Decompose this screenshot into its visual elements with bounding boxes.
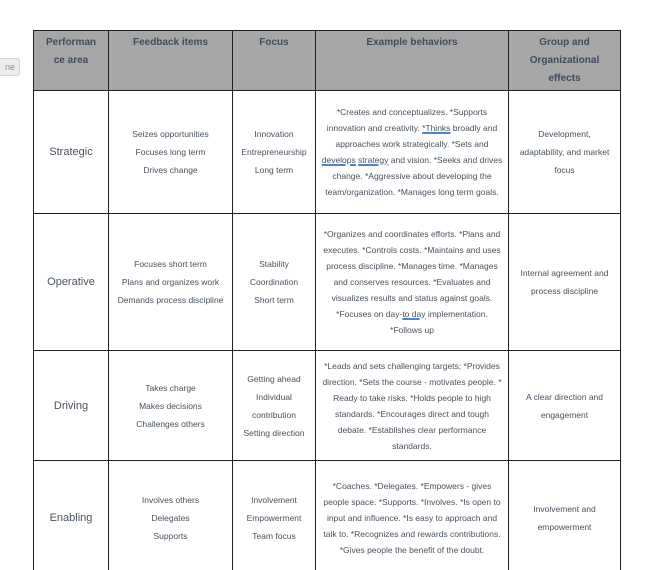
column-header: Feedback items (109, 31, 233, 91)
table-row (34, 351, 621, 461)
column-header: Focus (233, 31, 316, 91)
feedback-items-cell (109, 461, 233, 570)
table-body (34, 91, 621, 570)
example-behaviors-cell (316, 214, 509, 351)
feedback-item: Takes charge (145, 382, 196, 393)
focus-item: Long term (254, 165, 294, 175)
column-header: Performance area (34, 31, 109, 91)
performance-area-cell: Strategic (34, 91, 109, 214)
behavior-text: *Organizes and coordinates efforts. *Plans and executes. *Controls costs. *Maintains and uses process discipline. *Manages time. *Manages and conserves resources. *Evaluates and visualizes results and status against goals. *Focuses on day- (323, 229, 501, 319)
feedback-items-cell (109, 91, 233, 214)
example-behaviors-cell (316, 461, 509, 570)
grammar-underlined-text: to day (402, 309, 426, 319)
column-header: Group and Organizational effects (509, 31, 621, 91)
group-effects-cell: Development, adaptability, and market focus (509, 91, 621, 214)
focus-cell (233, 461, 316, 570)
feedback-item: Makes decisions (139, 400, 202, 411)
feedback-items-cell (109, 214, 233, 351)
focus-cell (233, 91, 316, 214)
example-behaviors-cell (316, 351, 509, 461)
feedback-item: Focuses long term (135, 147, 206, 157)
truncated-side-chip[interactable]: ne (0, 58, 20, 76)
feedback-item: Involves others (141, 495, 200, 505)
table-row (34, 461, 621, 570)
behavior-text: *Creates and conceptualizes. *Supports innovation and creativity. (326, 107, 488, 133)
focus-cell (233, 351, 316, 461)
table-header-row (34, 31, 621, 91)
focus-cell (233, 214, 316, 351)
table-row (34, 214, 621, 351)
feedback-item: Seizes opportunities (132, 129, 209, 139)
behavior-text: *Coaches. *Delegates. *Empowers - gives people space. *Supports. *Involves. *Is open to input and influence. *Is easy to approach and talk to. *Recognizes and rewards contributions. *Gives people the benefit of the doubt. (323, 481, 501, 555)
performance-feedback-table (33, 30, 621, 570)
grammar-underlined-text: strategy (358, 155, 389, 165)
group-effects-cell: Internal agreement and process discipline (509, 214, 621, 351)
grammar-underlined-text: develops (321, 155, 356, 165)
focus-item: Getting ahead (247, 373, 301, 384)
performance-area-cell: Driving (34, 351, 109, 461)
behavior-text: implementation. *Follows up (390, 309, 488, 335)
feedback-item: Focuses short term (134, 259, 207, 269)
focus-item: Stability (259, 259, 289, 269)
header-row (34, 31, 621, 91)
focus-item: Innovation (254, 129, 294, 139)
column-header: Example behaviors (316, 31, 509, 91)
feedback-item: Drives change (143, 165, 198, 175)
focus-item: Team focus (252, 531, 296, 541)
group-effects-cell: Involvement and empowerment (509, 461, 621, 570)
feedback-items-cell (109, 351, 233, 461)
performance-area-cell: Operative (34, 214, 109, 351)
focus-item: Empowerment (246, 513, 302, 523)
focus-item: Entrepreneurship (241, 147, 307, 157)
grammar-underlined-text: *Thinks (422, 123, 451, 133)
feedback-item: Delegates (151, 513, 190, 523)
focus-item: Setting direction (243, 427, 305, 438)
behavior-text: broadly and approaches work strategically. *Sets and (335, 123, 498, 149)
focus-item: Coordination (249, 277, 299, 287)
focus-item: Individual contribution (252, 391, 296, 420)
focus-item: Short term (254, 295, 294, 305)
behavior-text: and vision. *Seeks and drives change. *Aggressive about developing the team/organization. *Manages long term goals. (325, 155, 503, 197)
feedback-item: Supports (153, 531, 188, 541)
feedback-item: Challenges others (136, 418, 205, 429)
feedback-item: Plans and organizes work (121, 277, 220, 287)
performance-area-cell: Enabling (34, 461, 109, 570)
group-effects-cell: A clear direction and engagement (509, 351, 621, 461)
behavior-text: *Leads and sets challenging targets; *Provides direction. *Sets the course - motivates people. * Ready to take risks. *Holds people to high standards. *Encourages direct and tough debate. *Establishes clear performance standards. (322, 360, 502, 451)
focus-item: Involvement (251, 495, 297, 505)
example-behaviors-cell (316, 91, 509, 214)
table-row (34, 91, 621, 214)
feedback-item: Demands process discipline (117, 295, 224, 305)
